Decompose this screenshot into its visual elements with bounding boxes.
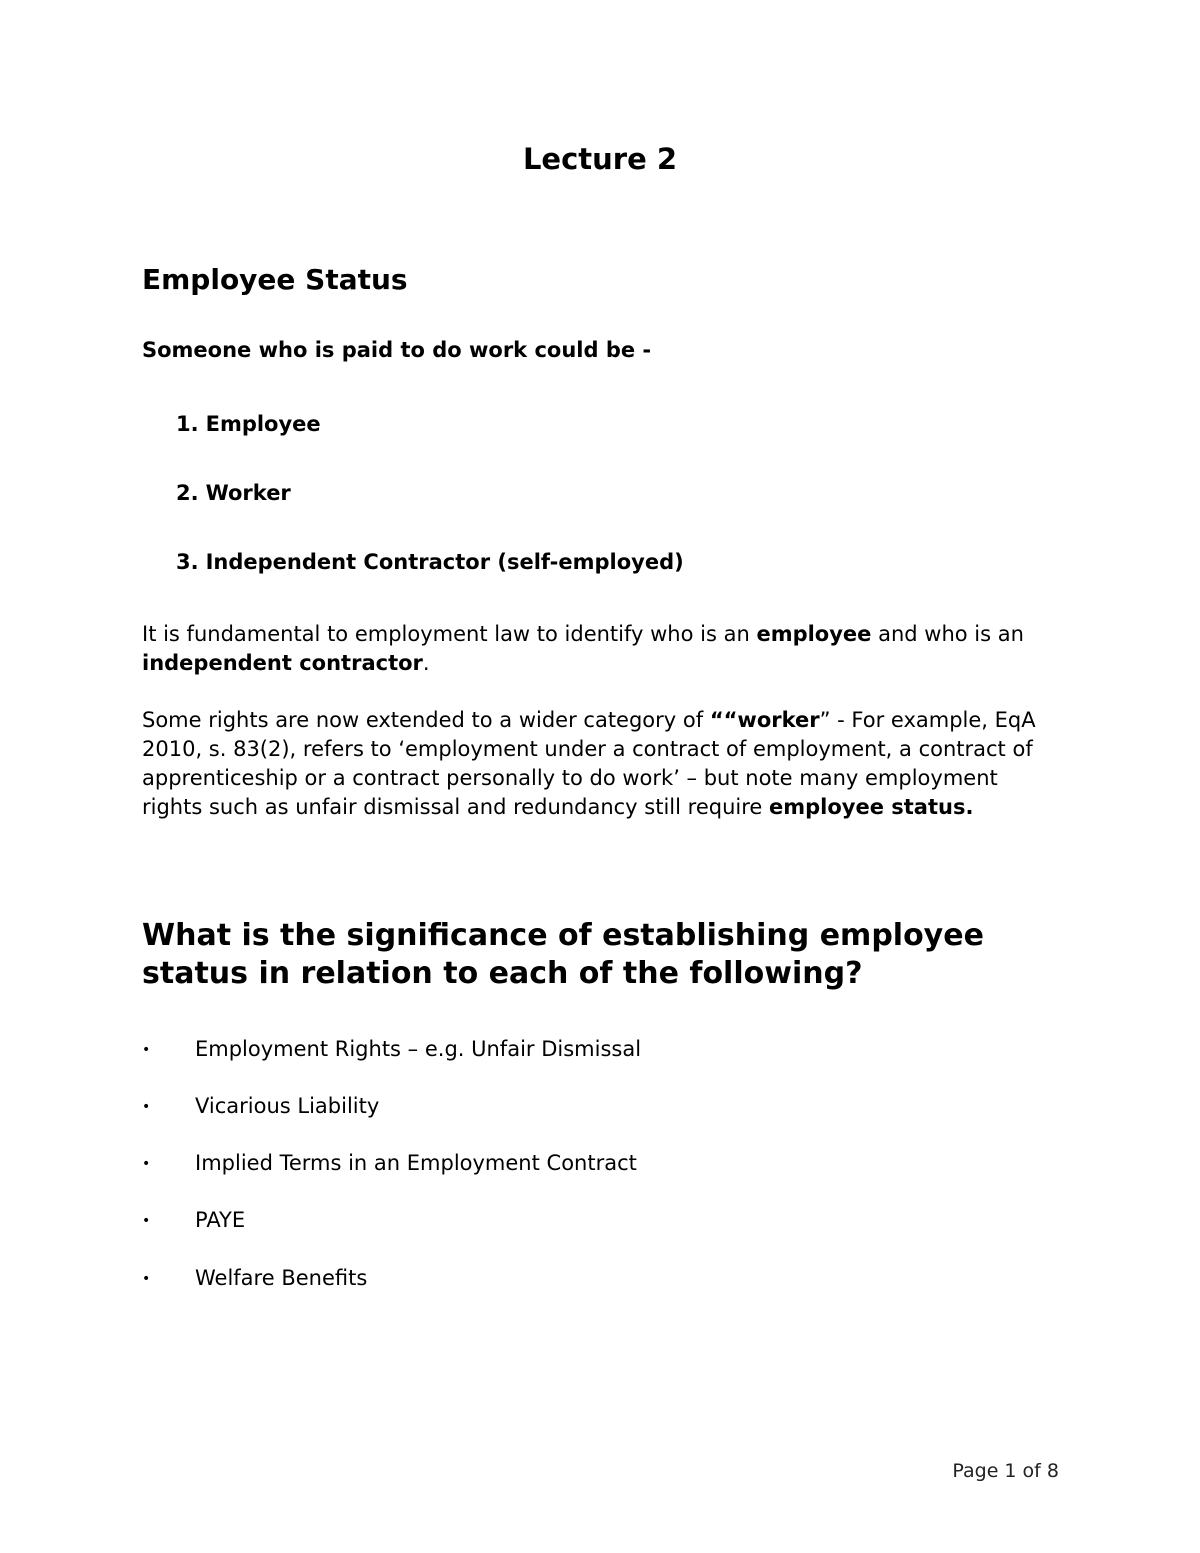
bullet-icon: • — [142, 1271, 151, 1287]
numbered-list-item — [176, 481, 291, 505]
paragraph-text: . — [422, 651, 430, 675]
paragraph-text: Some rights are now extended to a wider category of — [142, 708, 710, 732]
list-item-text: Independent Contractor (self-employed) — [205, 550, 684, 574]
list-item-text: Worker — [205, 481, 291, 505]
bold-term: independent contractor — [142, 651, 423, 675]
numbered-list-item — [176, 550, 684, 574]
bullet-icon: • — [142, 1213, 151, 1229]
bold-term: employee status. — [768, 795, 974, 819]
bold-term: ““worker — [709, 708, 820, 732]
section-heading: Employee Status — [142, 263, 408, 296]
bullet-icon: • — [142, 1156, 151, 1172]
bullet-text: Implied Terms in an Employment Contract — [195, 1151, 637, 1175]
bullet-text: Welfare Benefits — [195, 1266, 368, 1290]
list-number: 1. — [176, 412, 199, 436]
page-number: Page 1 of 8 — [952, 1460, 1059, 1482]
paragraph-rights — [142, 706, 1042, 822]
paragraph-text: and who is an — [871, 622, 1024, 646]
question-heading: What is the significance of establishing employee status in relation to each of the following? — [142, 918, 984, 991]
bullet-text: PAYE — [195, 1208, 246, 1232]
bullet-icon: • — [142, 1099, 151, 1115]
page-title: Lecture 2 — [522, 142, 678, 176]
paragraph-text: ” - For example, EqA 2010, s. 83(2), refers to ‘employment under a contract of employment, a contract of apprenticeship or a contract personally to do work’ – but note many employment rights such as unfair dismissal and redundancy still require — [142, 708, 1036, 819]
intro-text: Someone who is paid to do work could be - — [142, 338, 652, 362]
paragraph-text: It is fundamental to employment law to identify who is an — [142, 622, 757, 646]
list-item-text: Employee — [205, 412, 321, 436]
list-number: 2. — [176, 481, 199, 505]
bold-term: employee — [756, 622, 872, 646]
list-number: 3. — [176, 550, 199, 574]
paragraph-fundamental — [142, 620, 1042, 678]
bullet-text: Vicarious Liability — [195, 1094, 380, 1118]
bullet-icon: • — [142, 1042, 151, 1058]
numbered-list-item — [176, 412, 321, 436]
bullet-text: Employment Rights – e.g. Unfair Dismissal — [195, 1037, 642, 1061]
